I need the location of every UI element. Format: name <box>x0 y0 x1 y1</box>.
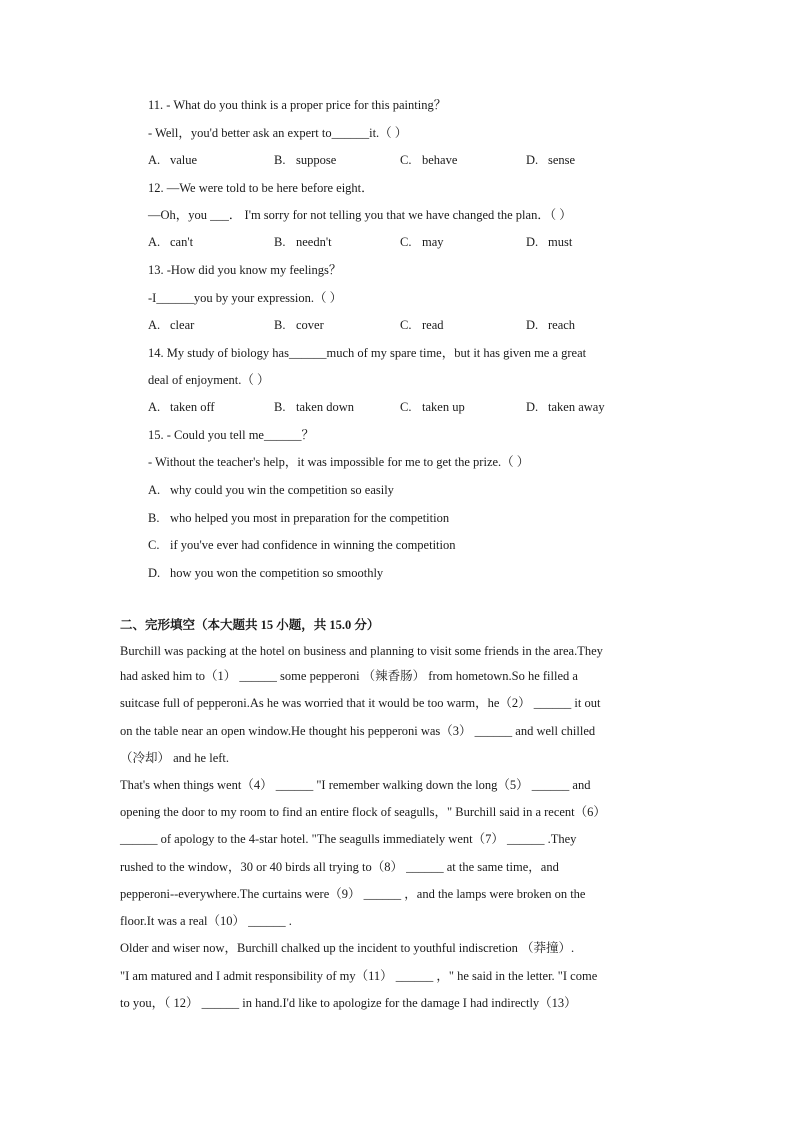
q14-option-d: D. taken away <box>526 400 605 414</box>
q15-option-c: C. if you've ever had confidence in winning the competition <box>148 538 456 552</box>
question-15-line: - Without the teacher's help，it was impossible for me to get the prize.（ ） <box>148 455 530 469</box>
passage-line: floor.It was a real（10） ______ . <box>120 914 292 928</box>
question-15-stem: 15. - Could you tell me______？ <box>148 428 314 442</box>
passage-line: That's when things went（4） ______ "I remember walking down the long（5） ______ and <box>120 778 591 792</box>
q14-option-c: C. taken up <box>400 400 465 414</box>
passage-line: （冷却） and he left. <box>120 751 230 765</box>
q11-option-b: B. suppose <box>274 153 337 167</box>
q12-option-d: D. must <box>526 235 573 249</box>
passage-line: pepperoni--everywhere.The curtains were（9） ______ ，and the lamps were broken on the <box>120 887 586 901</box>
passage-line: on the table near an open window.He thought his pepperoni was（3） ______ and well chilled <box>120 724 596 738</box>
question-14-line: deal of enjoyment.（ ） <box>148 373 270 387</box>
passage-line: "I am matured and I admit responsibility of my（11） ______ ，" he said in the letter. "I come <box>120 969 598 983</box>
passage-line: to you，（ 12） ______ in hand.I'd like to apologize for the damage I had indirectly（13） <box>120 996 577 1010</box>
passage-line: Burchill was packing at the hotel on business and planning to visit some friends in the area.They <box>120 644 603 658</box>
q13-option-a: A. clear <box>148 318 195 332</box>
passage-line: Older and wiser now，Burchill chalked up the incident to youthful indiscretion （莽撞）. <box>120 941 575 955</box>
question-12-stem: 12. —We were told to be here before eight． <box>148 181 374 195</box>
passage-line: had asked him to（1） ______ some pepperoni （辣香肠） from hometown.So he filled a <box>120 669 578 683</box>
passage-line: suitcase full of pepperoni.As he was worried that it would be too warm，he（2） ______ it out <box>120 696 601 710</box>
q15-option-d: D. how you won the competition so smoothly <box>148 566 384 580</box>
q13-option-d: D. reach <box>526 318 576 332</box>
question-13-line: -I______you by your expression.（ ） <box>148 291 343 305</box>
q12-option-b: B. needn't <box>274 235 332 249</box>
question-12-line: —Oh，you ___． I'm sorry for not telling you that we have changed the plan．（ ） <box>148 208 572 222</box>
question-14-stem: 14. My study of biology has______much of my spare time，but it has given me a great <box>148 346 587 360</box>
question-11-stem: 11. - What do you think is a proper price for this painting？ <box>148 98 447 112</box>
question-13-stem: 13. -How did you know my feelings？ <box>148 263 342 277</box>
q13-option-c: C. read <box>400 318 444 332</box>
passage-line: opening the door to my room to find an entire flock of seagulls，" Burchill said in a recent（6） <box>120 805 606 819</box>
q12-option-c: C. may <box>400 235 444 249</box>
passage-line: rushed to the window，30 or 40 birds all trying to（8） ______ at the same time，and <box>120 860 559 874</box>
passage-line: ______ of apology to the 4-star hotel. "The seagulls immediately went（7） ______ .They <box>120 832 577 846</box>
question-11-line: - Well，you'd better ask an expert to______it.（ ） <box>148 126 408 140</box>
q11-option-c: C. behave <box>400 153 458 167</box>
q14-option-a: A. taken off <box>148 400 215 414</box>
q12-option-a: A. can't <box>148 235 194 249</box>
q13-option-b: B. cover <box>274 318 324 332</box>
q15-option-b: B. who helped you most in preparation for the competition <box>148 511 450 525</box>
q15-option-a: A. why could you win the competition so easily <box>148 483 394 497</box>
section-heading: 二、完形填空（本大题共 15 小题，共 15.0 分） <box>120 618 380 632</box>
q11-option-a: A. value <box>148 153 198 167</box>
q11-option-d: D. sense <box>526 153 576 167</box>
q14-option-b: B. taken down <box>274 400 354 414</box>
